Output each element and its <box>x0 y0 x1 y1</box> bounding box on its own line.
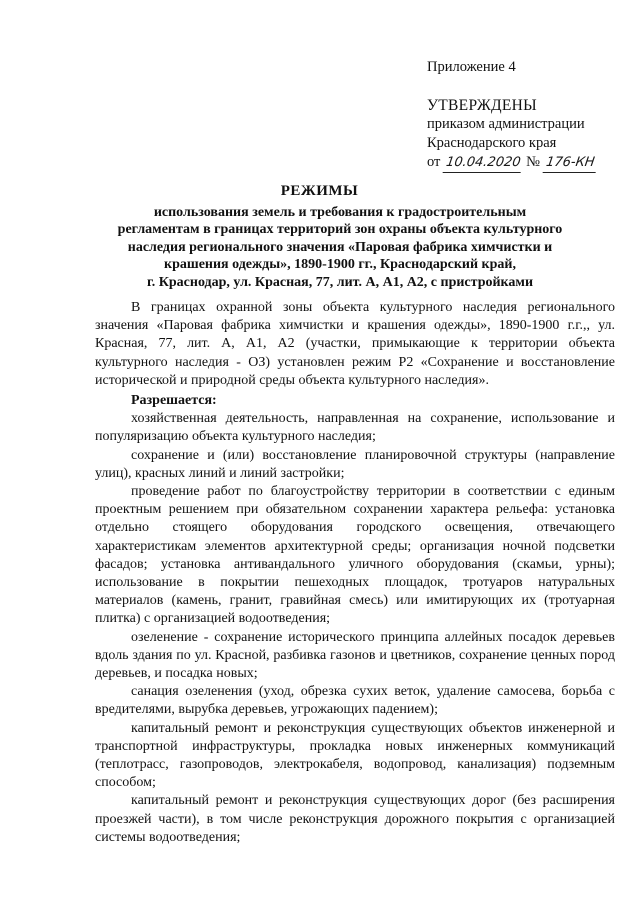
allowed-item: сохранение и (или) восстановление планировочной структуры (направление улиц), красных линий и линий застройки; <box>95 447 615 481</box>
document-subheading <box>60 204 620 291</box>
subheading-line: г. Краснодар, ул. Красная, 77, лит. А, А1, А2, с пристройками <box>146 274 534 290</box>
intro-paragraph: В границах охранной зоны объекта культурного наследия регионального значения «Паровая фабрика химчистки и крашения одежды», 1890-1900 г.г.,, ул. Красная, 77, лит. А, А1, А2 (участки, примыкающие к территории объекта культурного наследия - ОЗ) установлен режим Р2 «Сохранение и восстановление исторической и природной среды объекта культурного наследия». <box>95 300 615 388</box>
approval-title: УТВЕРЖДЕНЫ <box>427 97 537 114</box>
subheading-line: использования земель и требования к градостроительным <box>153 205 527 220</box>
subheading-line: наследия регионального значения «Паровая фабрика химчистки и <box>127 239 553 255</box>
handwritten-number: 176-КН <box>542 153 597 173</box>
subheading-line: регламентам в границах территорий зон охраны объекта культурного <box>117 222 563 238</box>
allowed-item: капитальный ремонт и реконструкция существующих дорог (без расширения проезжей части), в том числе реконструкция дорожного покрытия с организацией системы водоотведения; <box>95 793 615 845</box>
approval-block <box>427 96 596 173</box>
approval-line-2: Краснодарского края <box>427 135 557 151</box>
allowed-item: озеленение - сохранение исторического принципа аллейных посадок деревьев вдоль здания по ул. Красной, разбивка газонов и цветников, сохранение ценных пород деревьев, и посадка новых; <box>95 629 615 682</box>
allowed-item: проведение работ по благоустройству территории в соответствии с единым проектным решением при обязательном сохранении характера рельефа: установка отдельно стоящего оборудования городского освещения, отвечающего характеристикам элементов архитектурной среды; организация ночной подсветки фасадов; установка антивандального уличного оборудования (скамьи, урны); использование в покрытии пешеходных площадок, тротуаров натуральных материалов (камень, гранит, гравийная смесь) или имитирующих их (тротуарная плитка) с организацией водоотведения; <box>95 484 615 627</box>
approval-order-line <box>427 153 596 173</box>
number-prefix: № <box>526 154 540 170</box>
date-prefix: от <box>427 154 441 170</box>
allowed-label: Разрешается: <box>131 393 217 409</box>
subheading-line: крашения одежды», 1890-1900 гг., Краснодарский край, <box>164 257 516 273</box>
allowed-item: хозяйственная деятельность, направленная на сохранение, использование и популяризацию объекта культурного наследия; <box>95 411 615 445</box>
approval-line-1: приказом администрации <box>427 116 585 132</box>
allowed-item: санация озеленения (уход, обрезка сухих веток, удаление самосева, борьба с вредителями, вырубка деревьев, угрожающих падением); <box>95 684 615 718</box>
document-heading: РЕЖИМЫ <box>280 183 359 199</box>
handwritten-date: 10.04.2020 <box>443 153 524 173</box>
allowed-item: капитальный ремонт и реконструкция существующих объектов инженерной и транспортной инфраструктуры, прокладка новых инженерных коммуникаций (теплотрасс, газопроводов, электрокабеля, водопровод, канализация) подземным способом; <box>95 720 615 791</box>
document-body <box>95 299 615 847</box>
appendix-label: Приложение 4 <box>427 59 516 75</box>
